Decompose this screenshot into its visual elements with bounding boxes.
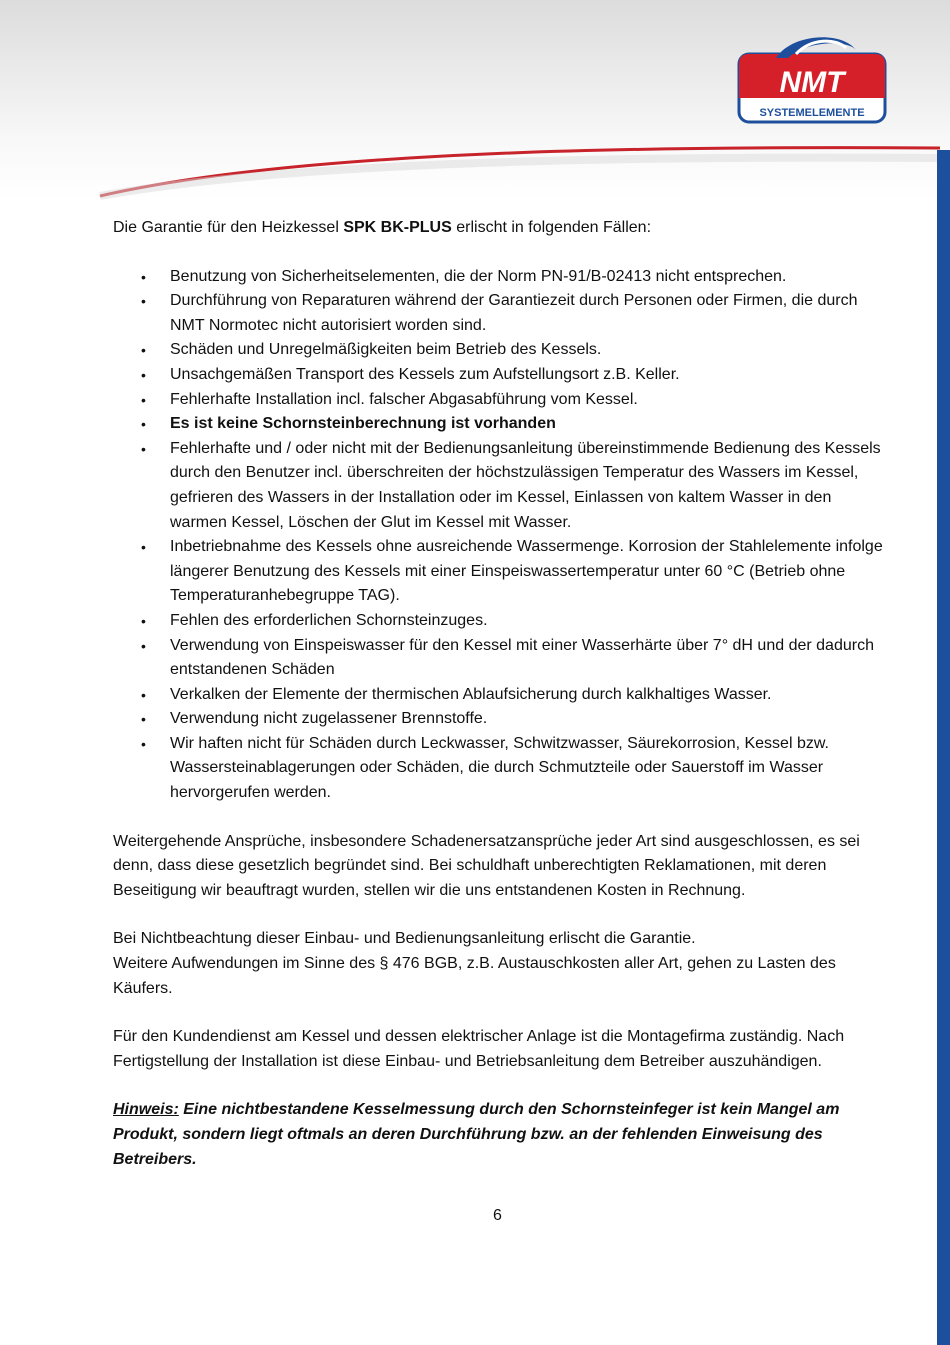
- condition-text: Verkalken der Elemente der thermischen Ablaufsicherung durch kalkhaltiges Wasser.: [170, 685, 772, 703]
- logo-subtitle-text: SYSTEMELEMENTE: [759, 107, 865, 119]
- bullet-icon: •: [141, 268, 146, 285]
- condition-item: [113, 437, 888, 535]
- note-paragraph: [113, 1098, 888, 1172]
- condition-text: Fehlen des erforderlichen Schornsteinzuges.: [170, 611, 488, 629]
- bullet-icon: •: [141, 711, 146, 728]
- condition-item: [113, 535, 888, 609]
- condition-item: [113, 732, 888, 806]
- condition-text: Durchführung von Reparaturen während der Garantiezeit durch Personen oder Firmen, die durch NMT Normotec nicht autorisiert worden sind.: [170, 292, 858, 334]
- service-paragraph: Für den Kundendienst am Kessel und dessen elektrischer Anlage ist die Montagefirma zuständig. Nach Fertigstellung der Installation ist diese Einbau- und Betriebsanleitung dem Betreiber auszuhändigen.: [113, 1028, 845, 1070]
- document-body: [113, 216, 888, 1172]
- intro-after: erlischt in folgenden Fällen:: [451, 219, 652, 236]
- note-label: Hinweis:: [113, 1101, 179, 1119]
- bullet-icon: •: [141, 612, 146, 629]
- intro-product: SPK BK-PLUS: [343, 219, 452, 236]
- condition-text: Verwendung von Einspeiswasser für den Kessel mit einer Wasserhärte über 7° dH und der dadurch entstandenen Schäden: [170, 636, 874, 679]
- bullet-icon: •: [141, 416, 146, 433]
- bullet-icon: •: [141, 539, 146, 556]
- claims-paragraph: Weitergehende Ansprüche, insbesondere Schadenersatzansprüche jeder Art sind ausgeschlossen, es sei denn, dass diese gesetzlich begründet sind. Bei schuldhaft unberechtigten Reklamationen, mit deren Beseitigung wir beauftragt wurden, stellen wir die uns entstandenen Kosten in Rechnung.: [113, 832, 860, 899]
- bullet-icon: •: [141, 440, 146, 457]
- bullet-icon: •: [141, 366, 146, 383]
- right-edge-bar: [937, 150, 950, 1345]
- guarantee-line-2: Weitere Aufwendungen im Sinne des § 476 BGB, z.B. Austauschkosten aller Art, gehen zu Lasten des Käufers.: [113, 955, 836, 997]
- condition-item: [113, 388, 888, 413]
- nmt-logo: [736, 32, 888, 124]
- condition-text: Wir haften nicht für Schäden durch Leckwasser, Schwitzwasser, Säurekorrosion, Kessel bzw. Wassersteinablagerungen oder Schäden, die durch Schmutzteile oder Sauerstoff im Wasser hervorgerufen werden.: [170, 734, 829, 802]
- bullet-icon: •: [141, 735, 146, 752]
- conditions-list: [113, 265, 888, 806]
- condition-text: Fehlerhafte und / oder nicht mit der Bedienungsanleitung übereinstimmende Bedienung des Kessels durch den Benutzer incl. überschreiten der höchstzulässigen Temperatur des Wassers im Kessel, gefrieren des Wassers in der Installation oder im Kessel, Einlassen von kaltem Wasser in den warmen Kessel, Löschen der Glut im Kessel mit Wasser.: [170, 439, 881, 531]
- logo-brand-text: NMT: [779, 66, 845, 99]
- bullet-icon: •: [141, 391, 146, 408]
- condition-item: [113, 289, 888, 338]
- bullet-icon: •: [141, 637, 146, 654]
- condition-text: Es ist keine Schornsteinberechnung ist vorhanden: [170, 415, 556, 433]
- condition-text: Fehlerhafte Installation incl. falscher Abgasabführung vom Kessel.: [170, 390, 638, 408]
- bullet-icon: •: [141, 293, 146, 310]
- condition-item: [113, 683, 888, 708]
- bullet-icon: •: [141, 342, 146, 359]
- condition-text: Inbetriebnahme des Kessels ohne ausreichende Wassermenge. Korrosion der Stahlelemente infolge längerer Benutzung des Kessels mit einer Einspeiswassertemperatur unter 60 °C (Betrieb ohne Temperaturanhebegruppe TAG).: [170, 538, 883, 605]
- condition-item: [113, 707, 888, 732]
- intro-paragraph: [113, 216, 888, 241]
- condition-item: [113, 609, 888, 634]
- condition-text: Unsachgemäßen Transport des Kessels zum Aufstellungsort z.B. Keller.: [170, 365, 680, 383]
- condition-text: Schäden und Unregelmäßigkeiten beim Betrieb des Kessels.: [170, 341, 602, 359]
- page-number: 6: [493, 1207, 502, 1224]
- guarantee-line-1: Bei Nichtbeachtung dieser Einbau- und Bedienungsanleitung erlischt die Garantie.: [113, 930, 696, 948]
- intro-before: Die Garantie für den Heizkessel: [113, 219, 344, 236]
- condition-item: [113, 412, 888, 437]
- bullet-icon: •: [141, 686, 146, 703]
- note-text: Eine nichtbestandene Kesselmessung durch den Schornsteinfeger ist kein Mangel am Produkt, sondern liegt oftmals an deren Durchführung bzw. an der fehlenden Einweisung des Betreibers.: [113, 1101, 840, 1168]
- condition-item: [113, 338, 888, 363]
- condition-item: [113, 634, 888, 683]
- condition-item: [113, 265, 888, 290]
- condition-item: [113, 363, 888, 388]
- condition-text: Benutzung von Sicherheitselementen, die der Norm PN-91/B-02413 nicht entsprechen.: [170, 267, 787, 285]
- condition-text: Verwendung nicht zugelassener Brennstoffe.: [170, 710, 488, 728]
